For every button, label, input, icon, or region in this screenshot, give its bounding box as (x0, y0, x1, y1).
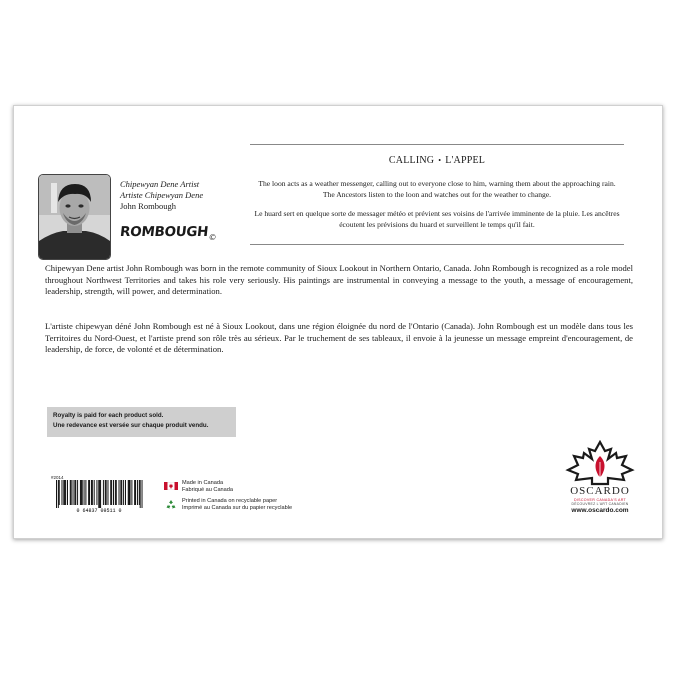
printed-en: Printed in Canada on recyclable paper (182, 498, 278, 504)
brand-url[interactable]: www.oscardo.com (571, 507, 629, 514)
title-fr: L'APPEL (445, 155, 486, 166)
barcode-bar (142, 480, 143, 508)
card-back (13, 105, 663, 539)
barcode-bar (58, 480, 59, 508)
barcode-bar (111, 480, 112, 505)
barcode-bar (100, 480, 101, 508)
artist-signature (119, 224, 218, 242)
barcode-bar (63, 480, 64, 505)
barcode (51, 480, 147, 513)
barcode-bar (77, 480, 78, 505)
barcode-bar (82, 480, 83, 505)
title-bottom-rule (250, 244, 624, 245)
bio-fr: L'artiste chipewyan déné John Rombough est né à Sioux Lookout, dans une région éloignée du nord de l'Ontario (Canada). John Rombough est un modèle dans tous les Territoires du Nord-Ouest, et l'artiste prend son rôle très au sérieux. Par le truchement de ses tableaux, il envoie à la jeunesse un message empreint d'encouragement, de leadership, de force, de volonté et de détermination. (45, 321, 633, 355)
royalty-en: Royalty is paid for each product sold. (53, 412, 164, 419)
canada-flag-icon (164, 482, 178, 490)
brand-tagline-fr: DÉCOUVREZ L'ART CANADIEN (571, 502, 629, 506)
barcode-bar (123, 480, 124, 505)
barcode-bar (56, 480, 57, 508)
barcode-bar (92, 480, 93, 505)
made-in-fr: Fabriqué au Canada (182, 487, 234, 493)
artwork-title (250, 155, 624, 166)
made-in-row (164, 480, 292, 494)
barcode-bar (73, 480, 74, 505)
barcode-bar (62, 480, 63, 505)
barcode-bar (96, 480, 97, 505)
artist-line-fr: Artiste Chipewyan Dene (120, 190, 204, 200)
artist-name: John Rombough (120, 201, 176, 211)
royalty-notice (47, 407, 236, 437)
barcode-bar (59, 480, 60, 505)
barcode-bar (84, 480, 85, 505)
barcode-bar (74, 480, 75, 505)
story-en: The loon acts as a weather messenger, calling out to everyone close to him, warning them about the approaching rain. The Ancestors listen to the loon and watches out for the weather to change. (258, 179, 616, 199)
barcode-bar (130, 480, 131, 505)
product-sku: #2014 (51, 475, 64, 480)
signature-text: ROMBOUGH (119, 224, 209, 240)
barcode-bar (94, 480, 95, 505)
barcode-bar (65, 480, 66, 505)
barcode-bar (119, 480, 120, 505)
barcode-bar (115, 480, 116, 505)
barcode-bar (85, 480, 86, 505)
printed-fr: Imprimé au Canada sur du papier recyclable (182, 505, 293, 511)
recycle-icon (165, 499, 177, 511)
royalty-fr: Une redevance est versée sur chaque produit vendu. (53, 422, 209, 429)
story-fr: Le huard sert en quelque sorte de messager météo et prévient ses voisins de l'arrivée imminente de la pluie. Les ancêtres écoutent les prévisions du huard et surveillent le temps qu'il fait. (254, 209, 620, 229)
barcode-bar (98, 480, 99, 508)
barcode-bar (64, 480, 65, 505)
barcode-bar (80, 480, 81, 505)
copyright-mark: © (208, 232, 217, 242)
barcode-bar (120, 480, 121, 505)
brand-name: OSCARDO (570, 485, 630, 497)
barcode-bar (106, 480, 107, 505)
barcode-bar (105, 480, 106, 505)
title-en: CALLING (388, 155, 435, 166)
barcode-bar (71, 480, 72, 505)
barcode-bar (81, 480, 82, 505)
title-separator: • (438, 156, 442, 165)
barcode-bar (129, 480, 130, 505)
barcode-bar (125, 480, 126, 505)
barcode-bar (116, 480, 117, 505)
barcode-bar (88, 480, 89, 505)
barcode-bar (108, 480, 109, 505)
barcode-bar (134, 480, 135, 505)
title-top-rule (250, 144, 624, 145)
made-in-canada (164, 480, 292, 516)
barcode-bar (103, 480, 104, 505)
barcode-bar (121, 480, 122, 505)
barcode-bar (110, 480, 111, 505)
bio-en: Chipewyan Dene artist John Rombough was born in the remote community of Sioux Lookout in Northern Ontario, Canada. John Rombough is recognized as a role model throughout Northwest Territories and takes his role very seriously. His paintings are instrumental in conveying a message to the youth, a message of encouragement, leadership, strength, will power, and determination. (45, 263, 633, 297)
barcode-bar (128, 480, 129, 505)
barcode-bar (135, 480, 136, 505)
barcode-bar (99, 480, 100, 508)
barcode-bar (137, 480, 138, 505)
barcode-bar (140, 480, 141, 508)
barcode-bar (131, 480, 132, 505)
artist-line-en: Chipewyan Dene Artist (120, 179, 200, 189)
barcode-bar (70, 480, 71, 505)
barcode-bar (67, 480, 68, 505)
barcode-bar (139, 480, 140, 505)
printed-row (164, 498, 292, 512)
barcode-bar (113, 480, 114, 505)
made-in-en: Made in Canada (182, 480, 224, 486)
barcode-bar (75, 480, 76, 505)
brand-tagline-en: DISCOVER CANADA'S ART (573, 498, 627, 502)
barcode-digits: 0 64837 09511 0 (76, 508, 122, 513)
artist-info (120, 179, 203, 212)
barcode-bar (89, 480, 90, 505)
barcode-bar (91, 480, 92, 505)
artist-photo (38, 174, 111, 260)
